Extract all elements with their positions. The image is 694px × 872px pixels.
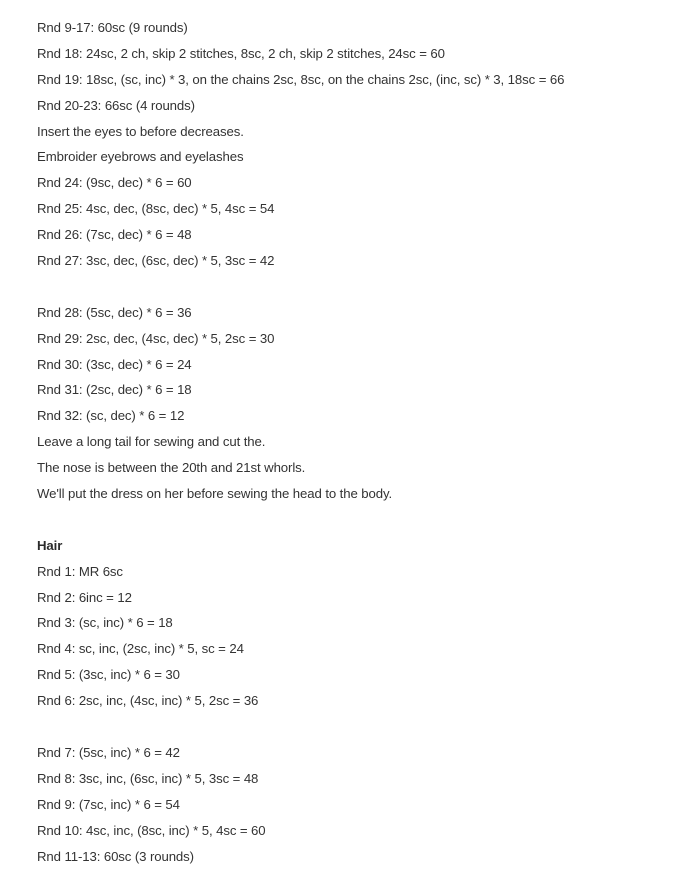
pattern-line: Rnd 32: (sc, dec) * 6 = 12 [37, 408, 185, 424]
pattern-line: Rnd 25: 4sc, dec, (8sc, dec) * 5, 4sc = 54 [37, 201, 275, 217]
pattern-line: Rnd 11-13: 60sc (3 rounds) [37, 848, 194, 864]
pattern-line: Rnd 9-17: 60sc (9 rounds) [37, 20, 188, 35]
pattern-line: Rnd 30: (3sc, dec) * 6 = 24 [37, 356, 192, 372]
section-heading: Hair [37, 537, 63, 553]
pattern-line: Rnd 5: (3sc, inc) * 6 = 30 [37, 667, 180, 683]
pattern-line: Rnd 6: 2sc, inc, (4sc, inc) * 5, 2sc = 36 [37, 693, 259, 709]
pattern-line: Rnd 28: (5sc, dec) * 6 = 36 [37, 304, 192, 320]
pattern-block [37, 300, 687, 507]
pattern-line: Leave a long tail for sewing and cut the. [37, 434, 266, 450]
pattern-block [37, 15, 687, 274]
pattern-line: Rnd 31: (2sc, dec) * 6 = 18 [37, 382, 192, 398]
pattern-line: Rnd 10: 4sc, inc, (8sc, inc) * 5, 4sc = 60 [37, 822, 266, 838]
pattern-document [37, 15, 687, 869]
pattern-line: We'll put the dress on her before sewing the head to the body. [37, 486, 393, 502]
pattern-line: Rnd 1: MR 6sc [37, 563, 123, 579]
pattern-line: Rnd 29: 2sc, dec, (4sc, dec) * 5, 2sc = 30 [37, 330, 275, 346]
pattern-line: Rnd 24: (9sc, dec) * 6 = 60 [37, 175, 192, 191]
pattern-line: Rnd 26: (7sc, dec) * 6 = 48 [37, 227, 192, 243]
pattern-line: Rnd 2: 6inc = 12 [37, 589, 132, 605]
pattern-line: Rnd 4: sc, inc, (2sc, inc) * 5, sc = 24 [37, 641, 244, 657]
blank-line-spacer [37, 714, 687, 740]
pattern-line: Rnd 8: 3sc, inc, (6sc, inc) * 5, 3sc = 48 [37, 770, 259, 786]
pattern-line: Rnd 20-23: 66sc (4 rounds) [37, 97, 195, 113]
blank-line-spacer [37, 274, 687, 300]
pattern-line: Rnd 7: (5sc, inc) * 6 = 42 [37, 744, 180, 760]
pattern-line: Insert the eyes to before decreases. [37, 123, 244, 139]
blank-line-spacer [37, 507, 687, 533]
pattern-line: Rnd 9: (7sc, inc) * 6 = 54 [37, 796, 180, 812]
pattern-line: Embroider eyebrows and eyelashes [37, 149, 244, 165]
pattern-line: The nose is between the 20th and 21st whorls. [37, 460, 306, 476]
pattern-line: Rnd 18: 24sc, 2 ch, skip 2 stitches, 8sc, 2 ch, skip 2 stitches, 24sc = 60 [37, 45, 445, 61]
pattern-line: Rnd 19: 18sc, (sc, inc) * 3, on the chains 2sc, 8sc, on the chains 2sc, (inc, sc) * 3, 18sc = 66 [37, 71, 565, 87]
pattern-block [37, 740, 687, 869]
pattern-line: Rnd 3: (sc, inc) * 6 = 18 [37, 615, 173, 631]
pattern-block [37, 533, 687, 714]
pattern-line: Rnd 27: 3sc, dec, (6sc, dec) * 5, 3sc = 42 [37, 253, 275, 269]
